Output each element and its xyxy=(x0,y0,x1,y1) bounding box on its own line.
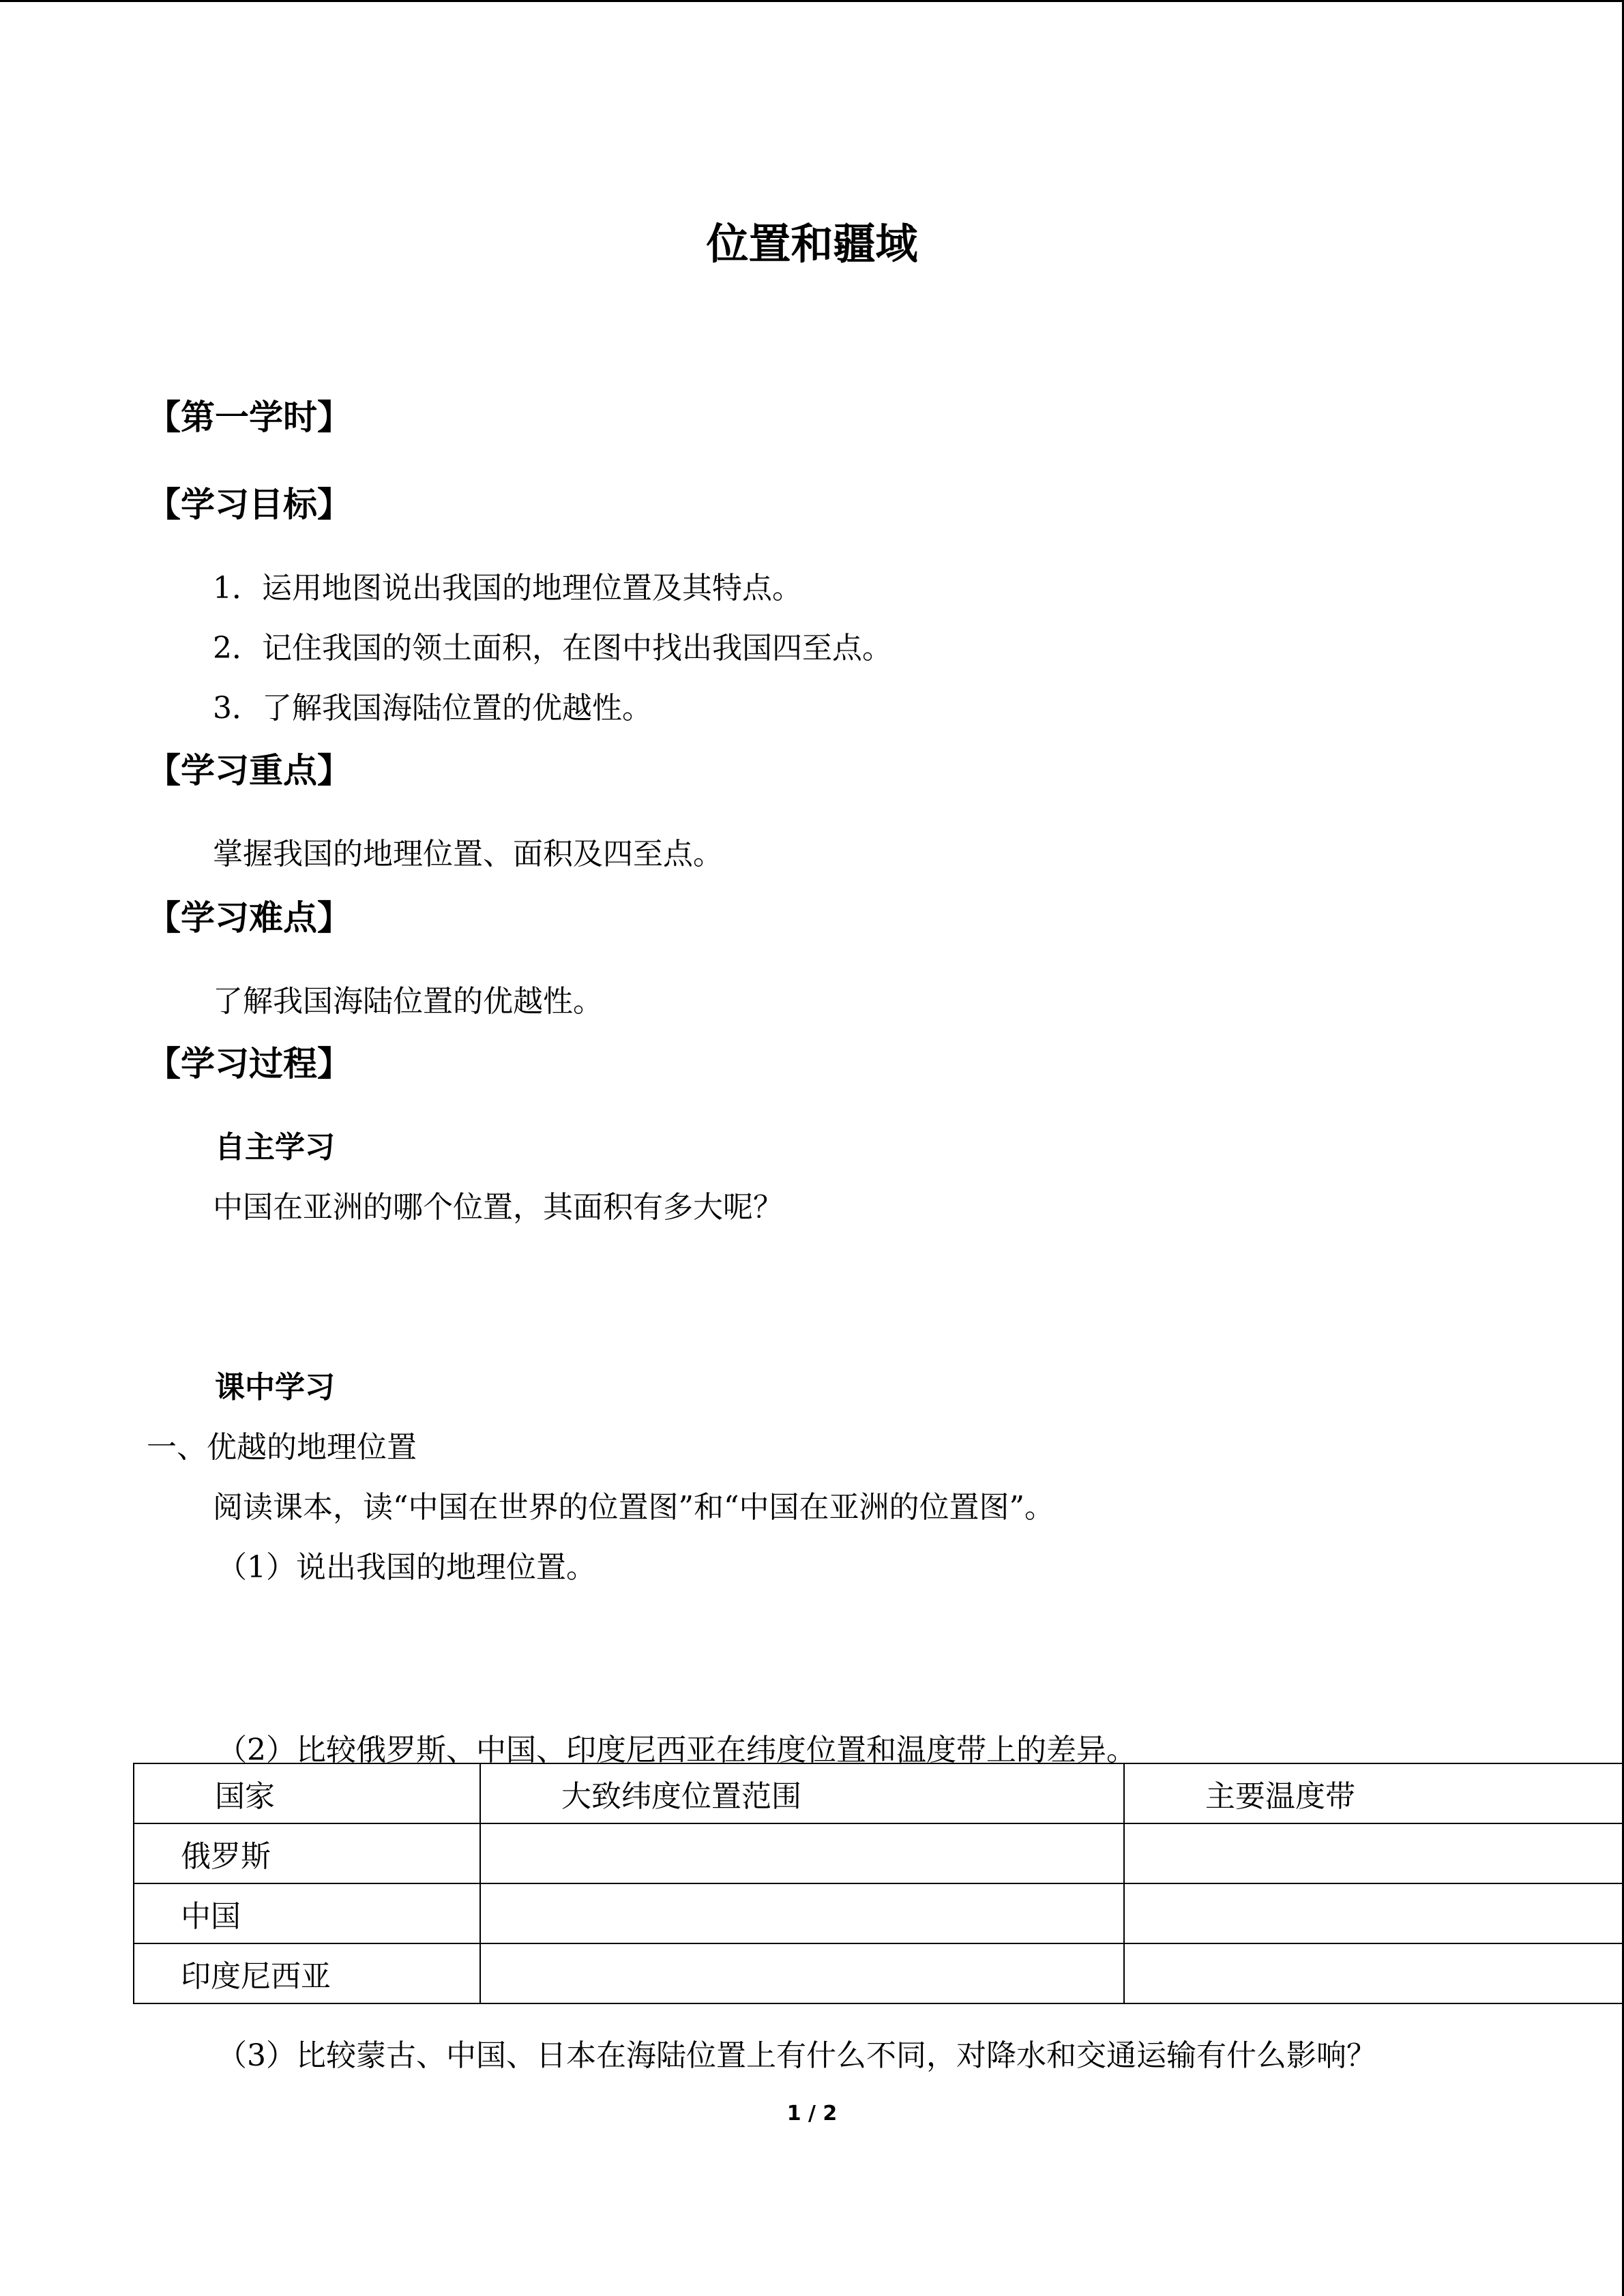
document-title: 位置和疆域 xyxy=(706,219,918,269)
comparison-table xyxy=(133,1763,1624,2004)
table-cell-country: 中国 xyxy=(134,1883,480,1943)
objective-item-1: 1．运用地图说出我国的地理位置及其特点。 xyxy=(213,571,802,606)
difficulty-text: 了解我国海陆位置的优越性。 xyxy=(213,984,603,1019)
table-cell-temperature-zone[interactable] xyxy=(1124,1823,1624,1883)
table-header-cell: 大致纬度位置范围 xyxy=(480,1763,1124,1823)
class-study-heading: 课中学习 xyxy=(215,1370,335,1405)
table-row xyxy=(134,1943,1624,2003)
key-points-heading: 【学习重点】 xyxy=(147,751,351,790)
objective-item-2: 2．记住我国的领土面积，在图中找出我国四至点。 xyxy=(213,631,892,666)
question-2: （2）比较俄罗斯、中国、印度尼西亚在纬度位置和温度带上的差异。 xyxy=(217,1733,1136,1768)
table-row xyxy=(134,1823,1624,1883)
table-cell-latitude[interactable] xyxy=(480,1883,1124,1943)
table-cell-latitude[interactable] xyxy=(480,1943,1124,2003)
self-study-question: 中国在亚洲的哪个位置，其面积有多大呢？ xyxy=(213,1190,783,1225)
table-header-cell: 国家 xyxy=(134,1763,480,1823)
table-cell-temperature-zone[interactable] xyxy=(1124,1883,1624,1943)
table-row xyxy=(134,1883,1624,1943)
period-heading: 【第一学时】 xyxy=(147,398,351,437)
process-heading: 【学习过程】 xyxy=(147,1044,351,1084)
key-points-text: 掌握我国的地理位置、面积及四至点。 xyxy=(213,837,723,871)
objective-item-3: 3．了解我国海陆位置的优越性。 xyxy=(213,691,652,726)
page-number: 1 / 2 xyxy=(786,2102,838,2126)
part1-title: 一、优越的地理位置 xyxy=(147,1430,417,1465)
question-1: （1）说出我国的地理位置。 xyxy=(217,1550,596,1585)
table-cell-country: 印度尼西亚 xyxy=(134,1943,480,2003)
question-3: （3）比较蒙古、中国、日本在海陆位置上有什么不同，对降水和交通运输有什么影响？ xyxy=(217,2038,1376,2073)
table-header-row xyxy=(134,1763,1624,1823)
table-header-cell: 主要温度带 xyxy=(1124,1763,1624,1823)
table-cell-latitude[interactable] xyxy=(480,1823,1124,1883)
objectives-heading: 【学习目标】 xyxy=(147,485,351,524)
difficulty-heading: 【学习难点】 xyxy=(147,898,351,938)
self-study-heading: 自主学习 xyxy=(215,1130,335,1165)
table-cell-temperature-zone[interactable] xyxy=(1124,1943,1624,2003)
page-border-top xyxy=(0,0,1624,2)
table-cell-country: 俄罗斯 xyxy=(134,1823,480,1883)
reading-instruction: 阅读课本，读“中国在世界的位置图”和“中国在亚洲的位置图”。 xyxy=(213,1490,1054,1525)
